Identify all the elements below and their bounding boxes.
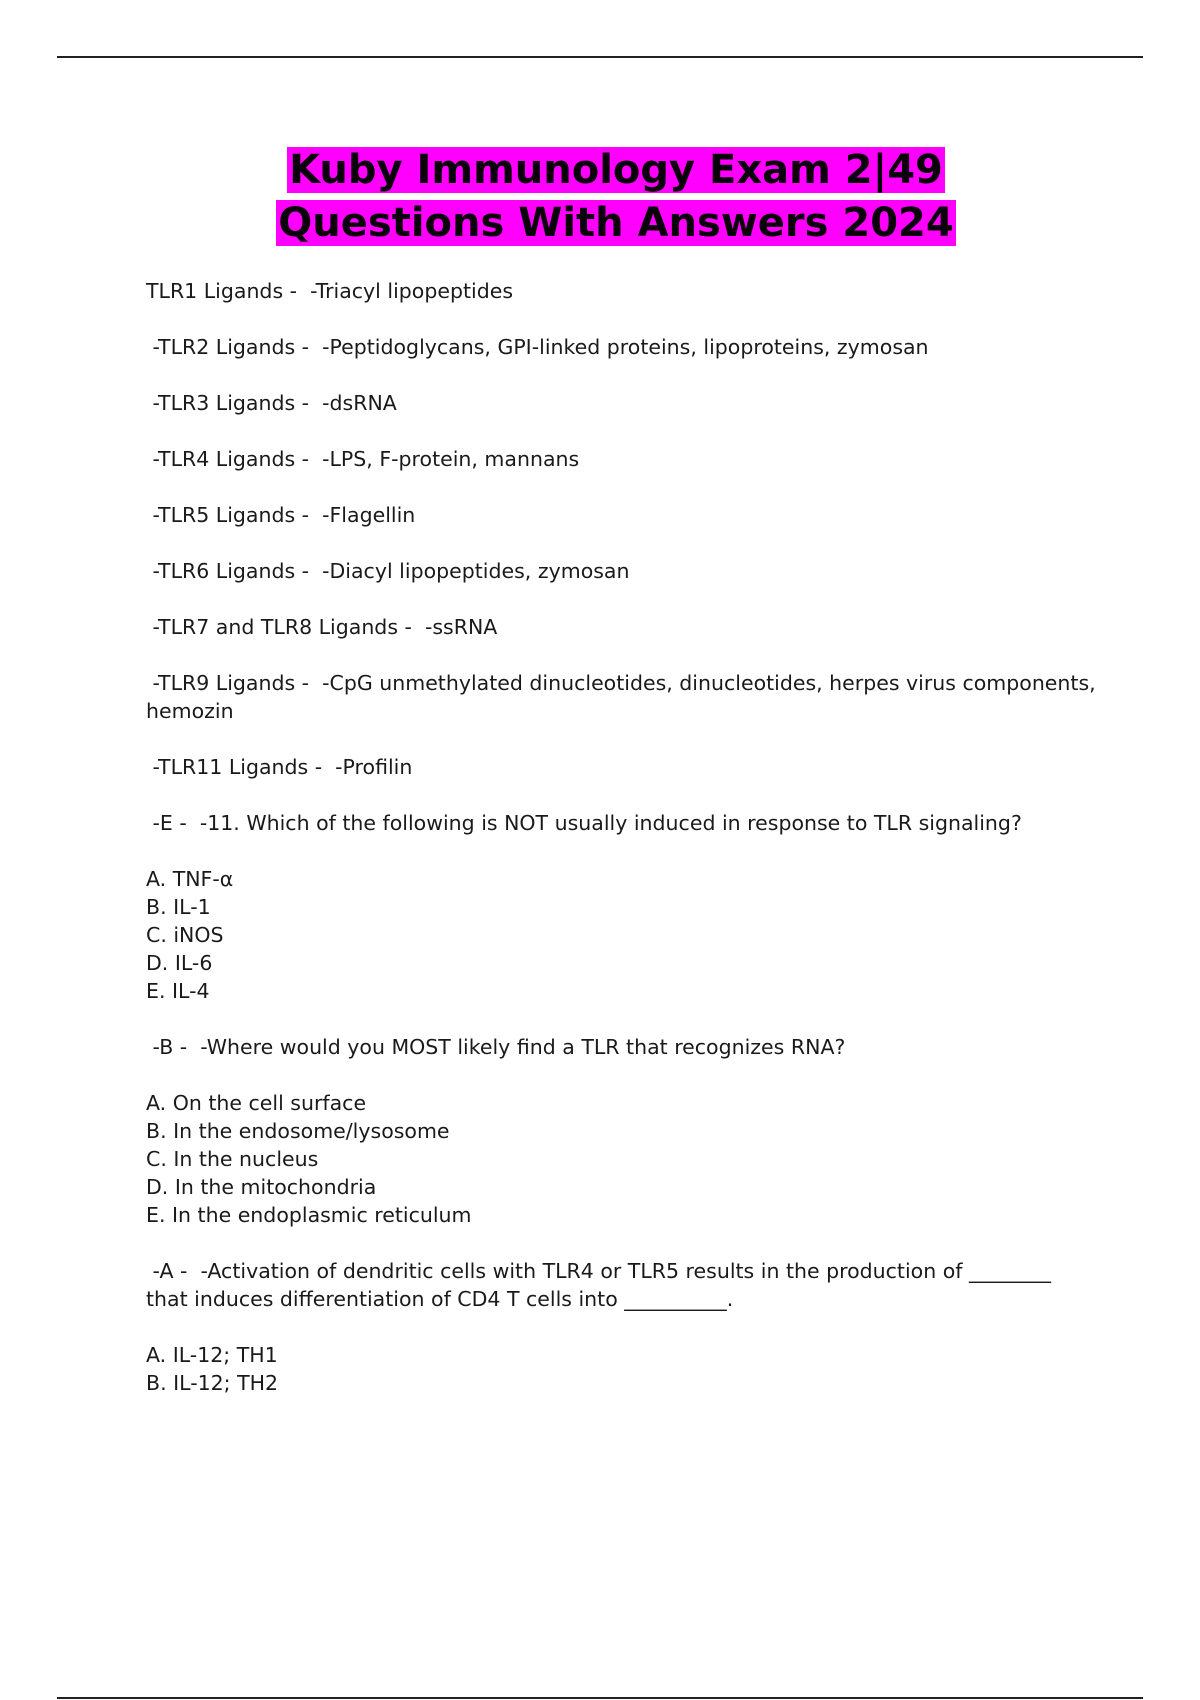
option: D. IL-6 bbox=[146, 951, 213, 975]
entry-tlr1: TLR1 Ligands - -Triacyl lipopeptides bbox=[146, 279, 514, 303]
question-3: -A - -Activation of dendritic cells with TLR4 or TLR5 results in the production of ________ that induces differentiation of CD4 T cells into __________. bbox=[146, 1259, 1058, 1311]
header-rule bbox=[57, 56, 1143, 58]
option: A. IL-12; TH1 bbox=[146, 1343, 278, 1367]
question-2-options bbox=[146, 1089, 1096, 1229]
option: E. In the endoplasmic reticulum bbox=[146, 1203, 472, 1227]
option: B. IL-1 bbox=[146, 895, 211, 919]
entry-tlr7-8: -TLR7 and TLR8 Ligands - -ssRNA bbox=[146, 615, 498, 639]
option: B. IL-12; TH2 bbox=[146, 1371, 279, 1395]
option: B. In the endosome/lysosome bbox=[146, 1119, 450, 1143]
footer-rule bbox=[57, 1697, 1143, 1699]
entry-tlr11: -TLR11 Ligands - -Profilin bbox=[146, 755, 413, 779]
document-title bbox=[90, 144, 1142, 250]
document-body bbox=[146, 277, 1103, 1425]
title-line-2: Questions With Answers 2024 bbox=[278, 200, 954, 246]
entry-tlr6: -TLR6 Ligands - -Diacyl lipopeptides, zymosan bbox=[146, 559, 630, 583]
option: A. TNF-α bbox=[146, 867, 234, 891]
entry-tlr2: -TLR2 Ligands - -Peptidoglycans, GPI-linked proteins, lipoproteins, zymosan bbox=[146, 335, 929, 359]
question-3-options bbox=[146, 1341, 1096, 1397]
title-line-1: Kuby Immunology Exam 2|49 bbox=[289, 147, 943, 193]
question-1-options bbox=[146, 865, 1096, 1005]
option: D. In the mitochondria bbox=[146, 1175, 377, 1199]
option: C. In the nucleus bbox=[146, 1147, 319, 1171]
option: E. IL-4 bbox=[146, 979, 210, 1003]
entry-tlr4: -TLR4 Ligands - -LPS, F-protein, mannans bbox=[146, 447, 580, 471]
question-2: -B - -Where would you MOST likely find a TLR that recognizes RNA? bbox=[146, 1035, 846, 1059]
option: A. On the cell surface bbox=[146, 1091, 367, 1115]
entry-tlr5: -TLR5 Ligands - -Flagellin bbox=[146, 503, 416, 527]
question-1: -E - -11. Which of the following is NOT usually induced in response to TLR signaling? bbox=[146, 811, 1022, 835]
entry-tlr3: -TLR3 Ligands - -dsRNA bbox=[146, 391, 397, 415]
option: C. iNOS bbox=[146, 923, 224, 947]
entry-tlr9: -TLR9 Ligands - -CpG unmethylated dinucleotides, dinucleotides, herpes virus components, hemozin bbox=[146, 671, 1103, 723]
